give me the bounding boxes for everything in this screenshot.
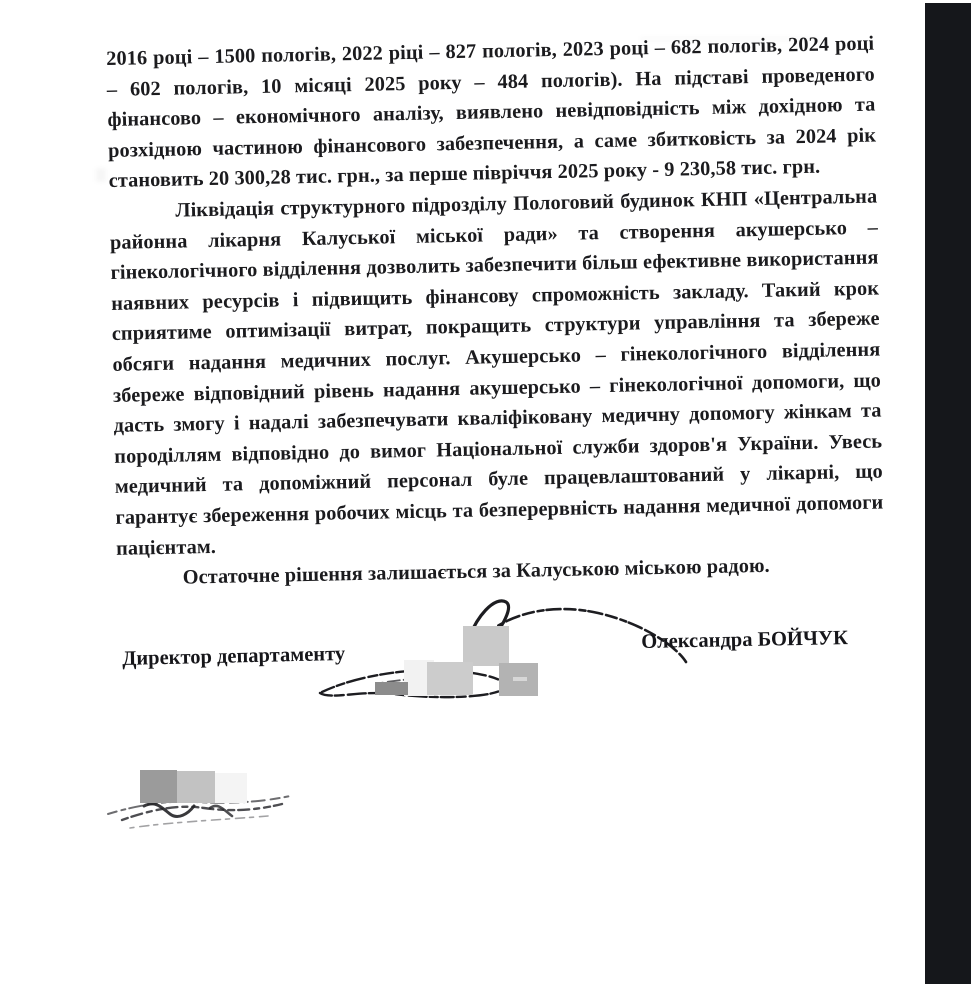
signer-name: Олександра БОЙЧУК xyxy=(641,627,849,653)
redaction-block-signature-2 xyxy=(427,662,473,695)
redaction-block-stamp-3 xyxy=(215,773,247,803)
paragraph-3: Остаточне рішення залишається за Калуською міською радою. xyxy=(182,554,770,589)
scan-right-edge-band xyxy=(925,0,971,984)
signer-title: Директор департаменту xyxy=(122,642,346,670)
scan-speck xyxy=(96,168,106,182)
scan-top-edge xyxy=(0,0,971,3)
redaction-block-signature-3 xyxy=(499,663,538,696)
redaction-residual-glyph xyxy=(513,677,527,681)
redaction-block-stamp-2 xyxy=(177,771,215,803)
redaction-block-signature-1 xyxy=(463,626,509,666)
document-text-body xyxy=(106,29,885,595)
paragraph-1: 2016 році – 1500 пологів, 2022 ріці – 827 пологів, 2023 році – 682 пологів, 2024 році – 602 пологів, 10 місяці 2025 року – 484 пологів). На підставі проведеного фінансово – економічного аналізу, виявлено невідповідність між дохідною та розхідною частиною фінансового забезпечення, а саме збитковість за 2024 рік становить 20 300,28 тис. грн., за перше півріччя 2025 року - 9 230,58 тис. грн. xyxy=(106,32,877,193)
redaction-block-stamp-1 xyxy=(140,770,177,803)
paragraph-2: Ліквідація структурного підрозділу Пологовий будинок КНП «Центральна районна лікарня Калуської міської ради» та створення акушерсько – гінекологічного відділення дозволить забезпечити більш ефективне використання наявних ресурсів і підвищить фінансову спроможність закладу. Такий крок сприятиме оптимізації витрат, покращить структури управління та збереже обсяги надання медичних послуг. Акушерсько – гінекологічного відділення збереже відповідний рівень надання акушерсько – гінекологічної допомоги, що дасть змогу і надалі забезпечувати кваліфіковану медичну допомогу жінкам та породіллям відповідно до вимог Національної служби здоров'я України. Увесь медичний та допоміжний персонал буле працевлаштований у лікарні, що гарантує збереження робочих місць та безперервність надання медичної допомоги пацієнтам. xyxy=(109,185,884,560)
redaction-block-signature-tail xyxy=(375,682,408,695)
